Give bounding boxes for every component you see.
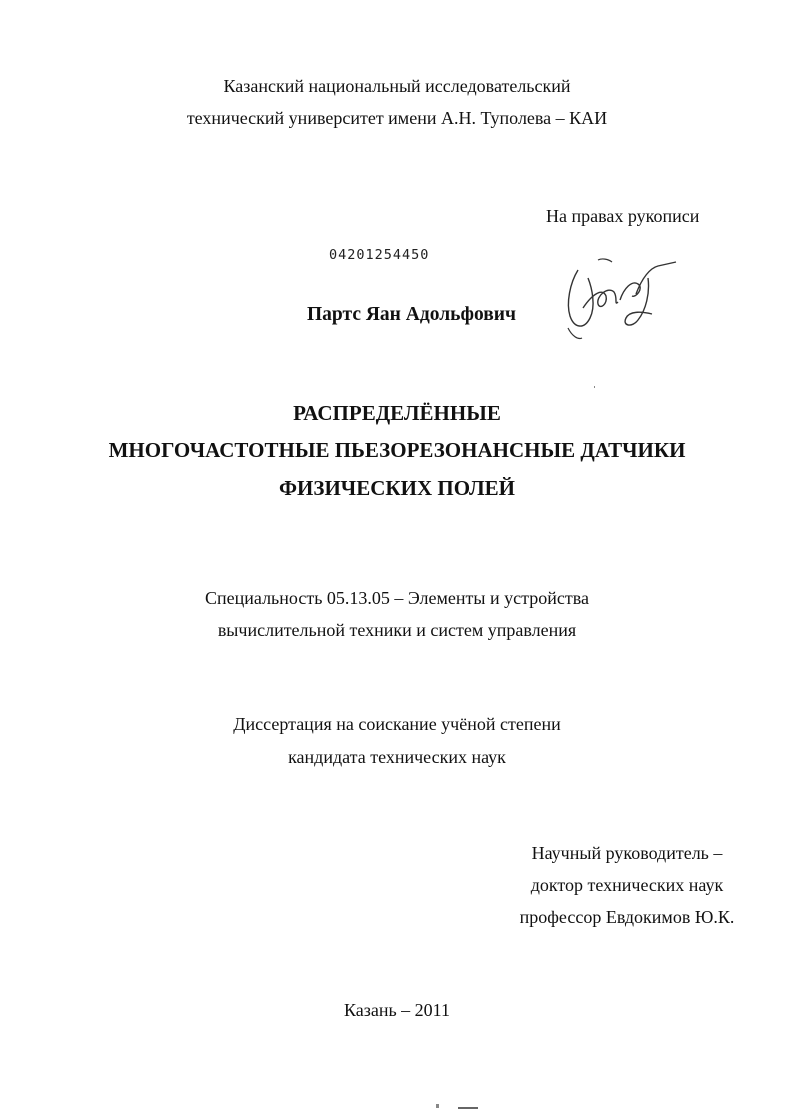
supervisor-line-2: доктор технических наук — [530, 875, 724, 895]
university-name-line-1: Казанский национальный исследовательский — [223, 76, 571, 96]
manuscript-rights-note: На правах рукописи — [546, 206, 700, 226]
supervisor-line-3: профессор Евдокимов Ю.К. — [519, 907, 735, 927]
university-name-line-2: технический университет имени А.Н. Туполева – КАИ — [186, 108, 608, 128]
thesis-title-line-3: ФИЗИЧЕСКИХ ПОЛЕЙ — [279, 476, 515, 500]
specialty-line-2: вычислительной техники и систем управления — [217, 620, 577, 640]
thesis-title-line-1: РАСПРЕДЕЛЁННЫЕ — [293, 401, 501, 425]
scan-speck — [436, 1104, 439, 1108]
specialty-line-1: Специальность 05.13.05 – Элементы и устройства — [205, 588, 589, 608]
author-signature — [548, 248, 688, 348]
catalog-number: 04201254450 — [329, 247, 430, 263]
author-name: Партс Яан Адольфович — [307, 304, 517, 325]
city-year: Казань – 2011 — [343, 1000, 451, 1020]
supervisor-line-1: Научный руководитель – — [531, 843, 723, 863]
scan-speck — [594, 386, 595, 388]
dissertation-line-2: кандидата технических наук — [288, 747, 506, 767]
thesis-title-line-2: МНОГОЧАСТОТНЫЕ ПЬЕЗОРЕЗОНАНСНЫЕ ДАТЧИКИ — [108, 438, 686, 462]
scan-speck — [458, 1107, 478, 1109]
dissertation-line-1: Диссертация на соискание учёной степени — [233, 714, 561, 734]
